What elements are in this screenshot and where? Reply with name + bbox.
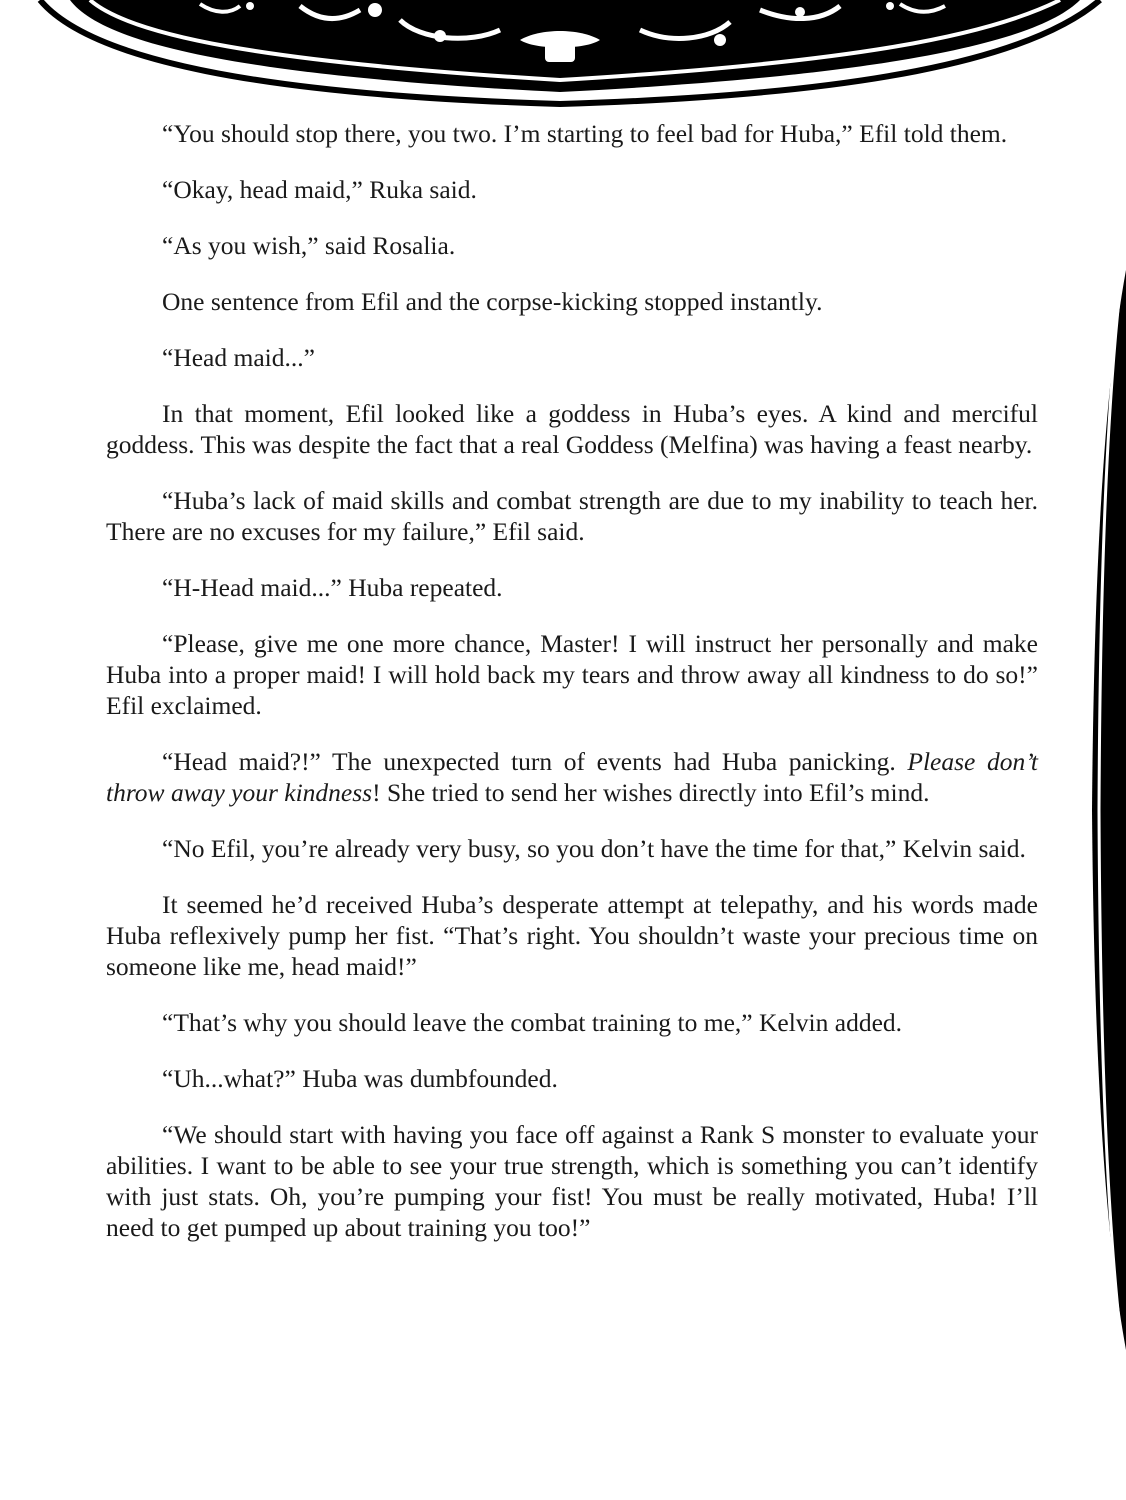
- paragraph: “That’s why you should leave the combat training to me,” Kelvin added.: [162, 1008, 903, 1037]
- paragraph: “H-Head maid...” Huba repeated.: [162, 573, 503, 602]
- paragraph: “Please, give me one more chance, Master! I will instruct her personally and make Huba into a proper maid! I will hold back my tears and throw away all kindness to do so!” Efil exclaimed.: [106, 629, 1038, 720]
- top-ornament: [0, 0, 1126, 110]
- paragraph: “We should start with having you face off against a Rank S monster to evaluate your abilities. I want to be able to see your true strength, which is something you can’t identify with just stats. Oh, you’re pumping your fist! You must be really motivated, Huba! I’ll need to get pumped up about training you too!”: [106, 1120, 1038, 1242]
- paragraph: In that moment, Efil looked like a goddess in Huba’s eyes. A kind and merciful goddess. This was despite the fact that a real Goddess (Melfina) was having a feast nearby.: [106, 399, 1038, 459]
- body-text: [106, 118, 1038, 1268]
- italic-thought: Please don’t throw away your kindness: [106, 747, 1038, 807]
- paragraph: “Huba’s lack of maid skills and combat strength are due to my inability to teach her. There are no excuses for my failure,” Efil said.: [106, 486, 1038, 546]
- paragraph-text: ! She tried to send her wishes directly into Efil’s mind.: [372, 778, 930, 807]
- paragraph: “As you wish,” said Rosalia.: [162, 231, 456, 260]
- right-border-ornament: [1086, 270, 1126, 1350]
- paragraph: It seemed he’d received Huba’s desperate attempt at telepathy, and his words made Huba reflexively pump her fist. “That’s right. You shouldn’t waste your precious time on someone like me, head maid!”: [106, 890, 1038, 981]
- paragraph-text: “Head maid?!” The unexpected turn of events had Huba panicking.: [162, 747, 908, 776]
- paragraph: “Uh...what?” Huba was dumbfounded.: [162, 1064, 558, 1093]
- paragraph: One sentence from Efil and the corpse-kicking stopped instantly.: [162, 287, 823, 316]
- paragraph: “Head maid...”: [162, 343, 315, 372]
- paragraph: “No Efil, you’re already very busy, so you don’t have the time for that,” Kelvin said.: [162, 834, 1026, 863]
- paragraph-with-italic: [106, 746, 1038, 808]
- paragraph: “Okay, head maid,” Ruka said.: [162, 175, 477, 204]
- paragraph: “You should stop there, you two. I’m starting to feel bad for Huba,” Efil told them.: [162, 119, 1008, 148]
